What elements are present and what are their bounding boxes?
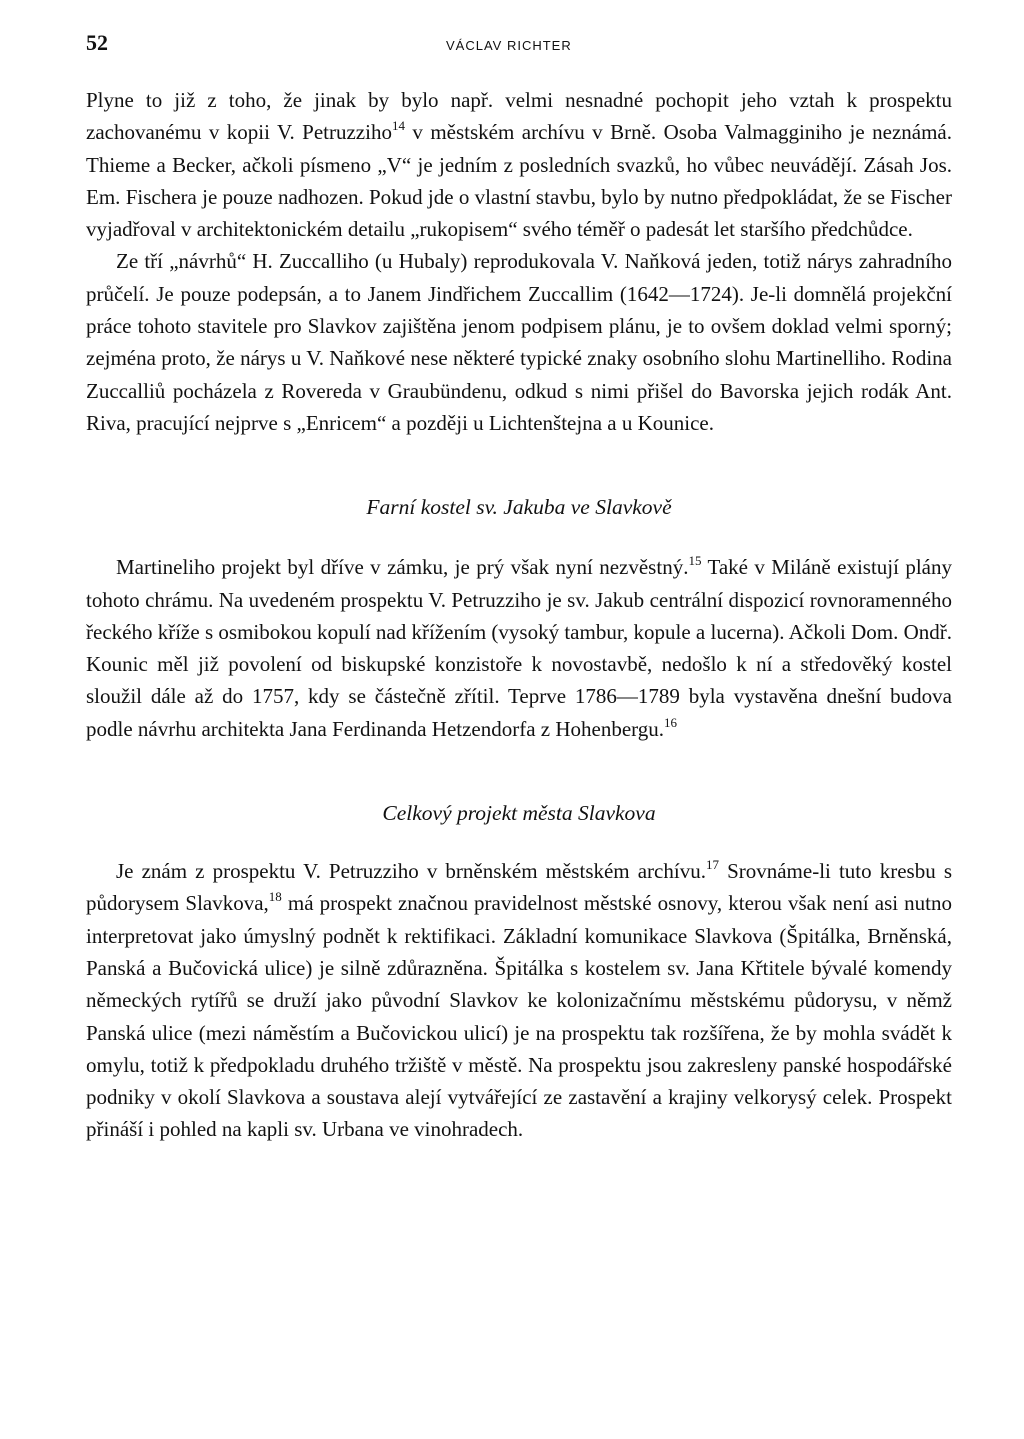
footnote-ref-17: 17 (705, 857, 719, 873)
paragraph-4-text-end: má prospekt značnou pravidelnost městské osnovy, kterou však není asi nutno interpretovat jako úmyslný podnět k rektifikaci. Základní komunikace Slavkova (Špitálka, Brněnská, Panská a Bučovická ulice) je silně zdůrazněna. Špitálka s kostelem sv. Jana Křtitele bývalé komendy německých rytířů se druží jako původní Slavkov ke kolonizačnímu městskému půdorysu, v němž Panská ulice (mezi náměstím a Bučovickou ulicí) je na prospektu tak rozšířena, že by mohla svádět k omylu, totiž k předpokladu druhého tržiště v městě. Na prospektu jsou zakresleny panské hospodářské podniky v okolí Slavkova a soustava alejí vytvářející ze zastavění a krajiny velkorysý celek. Prospekt přináší i pohled na kapli sv. Urbana ve vinohradech. (86, 891, 952, 1142)
running-head: VÁCLAV RICHTER (446, 38, 572, 53)
paragraph-3-text-cont: Také v Miláně existují plány tohoto chrámu. Na uvedeném prospektu V. Petruzziho je sv. Jakub centrální dispozicí rovnoramenného řeckého kříže s osmibokou kopulí nad křížením (vysoký tambur, kopule a lucerna). Ačkoli Dom. Ondř. Kounic měl již povolení od biskupské konzistoře k novostavbě, nedošlo k ní a středověký kostel sloužil dále až do 1757, kdy se částečně zřítil. Teprve 1786—1789 byla vystavěna dnešní budova podle návrhu architekta Jana Ferdinanda Hetzendorfa z Hohenbergu. (86, 555, 952, 741)
footnote-ref-14: 14 (391, 118, 405, 134)
paragraph-4-text-cont: Srovnáme-li tuto kresbu s půdorysem Slavkova, (86, 859, 952, 916)
paragraph-2: Ze tří „návrhů“ H. Zuccalliho (u Hubaly) reprodukovala V. Naňková jeden, totiž nárys zahradního průčelí. Je pouze podepsán, a to Janem Jindřichem Zuccallim (1642—1724). Je-li domnělá projekční práce tohoto stavitele pro Slavkov zajištěna jenom podpisem plánu, je to ovšem doklad velmi sporný; zejména proto, že nárys u V. Naňkové nese některé typické znaky osobního slohu Martinelliho. Rodina Zuccalliů pocházela z Rovereda v Graubündenu, odkud s nimi přišel do Bavorska jejich rodák Ant. Riva, pracující nejprve s „Enricem“ a později u Lichtenštejna a u Kounice. (86, 249, 952, 435)
paragraph-3-text: Martineliho projekt byl dříve v zámku, je prý však nyní nezvěstný. (116, 555, 689, 580)
body-text (86, 84, 952, 1146)
paragraph-4 (86, 855, 952, 1146)
page-number: 52 (86, 30, 108, 55)
section-heading-1: Farní kostel sv. Jakuba ve Slavkově (366, 495, 672, 520)
page-header (86, 30, 952, 60)
footnote-ref-18: 18 (268, 889, 282, 905)
paragraph-1-text: Plyne to již z toho, že jinak by bylo např. velmi nesnadné pochopit jeho vztah k prospektu zachovanému v kopii V. Petruzziho (86, 88, 952, 145)
footnote-ref-15: 15 (688, 553, 702, 569)
paragraph-1-text-cont: v městském archívu v Brně. Osoba Valmagginiho je neznámá. Thieme a Becker, ačkoli písmeno „V“ je jedním z posledních svazků, ho vůbec neuvádějí. Zásah Jos. Em. Fischera je pouze nadhozen. Pokud jde o vlastní stavbu, bylo by nutno předpokládat, že se Fischer vyjadřoval v architektonickém detailu „rukopisem“ svého téměř o padesát let staršího předchůdce. (86, 120, 952, 242)
paragraph-4-text: Je znám z prospektu V. Petruzziho v brněnském městském archívu. (116, 859, 706, 884)
paragraph-1 (86, 84, 952, 245)
footnote-ref-16: 16 (664, 714, 678, 730)
section-heading-2: Celkový projekt města Slavkova (382, 801, 656, 826)
paragraph-3 (86, 551, 952, 745)
